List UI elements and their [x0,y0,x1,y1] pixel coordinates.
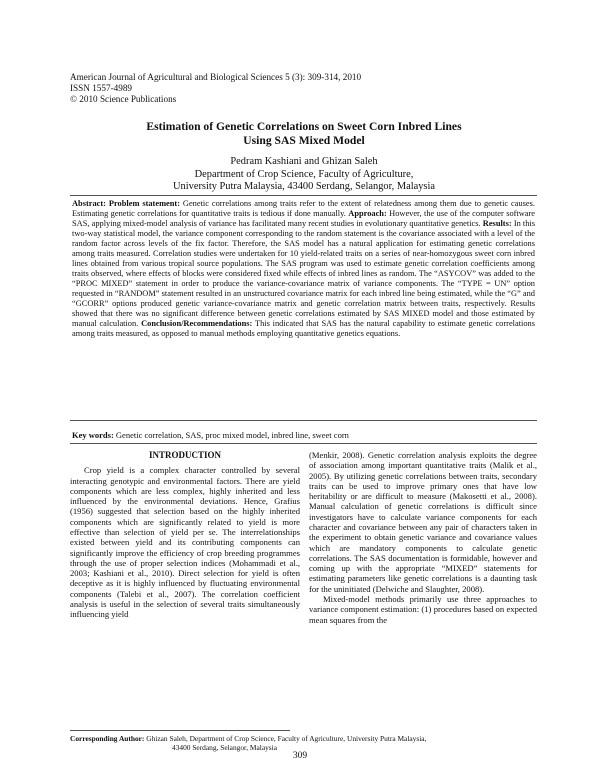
intro-paragraph-1: Crop yield is a complex character controlled by several interacting genotypic and environmental factors. There are yield components which are less complex, highly inherited and less influenced by the environmental deviations. Hence, Grafius (1956) suggested that selection based on the highly inherited components which are significantly related to yield is more effective than selection of yield per se. The interrelationships existed between yield and its contributing components can significantly improve the efficiency of crop breeding programmes through the use of proper selection indices (Mohammadi et al., 2003; Kashiani et al., 2010). Direct selection for yield is often deceptive as it is highly influenced by fluctuating environmental components (Talebi et al., 2007). The correlation coefficient analysis is useful in the selection of several traits simultaneously influencing yield [70,465,300,620]
author-university: University Putra Malaysia, 43400 Serdang, Selangor, Malaysia [173,181,435,192]
conclusion-label: Conclusion/Recommendations: [141,319,253,328]
left-column [70,450,300,620]
approach-label: Approach: [348,209,387,218]
journal-citation: American Journal of Agricultural and Biological Sciences 5 (3): 309-314, 2010 [70,72,362,82]
corresponding-author-label: Corresponding Author: [70,734,145,743]
problem-statement-label: Problem statement: [108,199,180,208]
paper-title-line2: Using SAS Mixed Model [243,134,365,147]
keywords [72,430,349,440]
corresponding-author-address: 43400 Serdang, Selangor, Malaysia [172,743,277,752]
right-column [309,450,537,625]
abstract [72,199,535,339]
footnote-divider [70,730,290,731]
page-number: 309 [292,751,308,761]
abstract-label: Abstract: [72,199,106,208]
corresponding-author-text: Ghizan Saleh, Department of Crop Science, Faculty of Agriculture, University Putra Malaysia, [146,734,427,743]
results-text: In this two-way statistical model, the variance component corresponding to the random statement is the covariance associated with a level of the random factor across levels of the fix factor. Therefore, the SAS model has a natural application for estimating genetic correlations among traits measured. Correlation studies were undertaken for 10 yield-related traits on a series of near-homozygous sweet corn inbred lines obtained from various tropical source populations. The SAS program was used to estimate genetic correlation coefficients among traits observed, where effects of blocks were considered fixed while effects of inbred lines as random. The “ASYCOV” was added to the “PROC MIXED” statement in order to produce the variance-covariance matrix of variance components. The “TYPE = UN” option requested in “RANDOM” statement resulted in an unstructured covariance matrix for each inbred line being estimated, while the “G” and “GCORR” options produced genetic variance-covariance matrix and genetic correlation matrix between traits, respectively. Results showed that there was no significant difference between genetic correlations estimated by SAS MIXED model and those estimated by manual calculation. [72,219,536,328]
introduction-heading: INTRODUCTION [148,450,221,460]
journal-copyright: © 2010 Science Publications [70,94,177,104]
problem-statement-text: Genetic correlations among traits refer to the extent of relatedness among them due to genetic causes. Estimating genetic correlations for quantitative traits is tedious if done manually. [72,199,536,218]
approach-text: However, the use of the computer software SAS, applying mixed-model analysis of variance has facilitated many recent studies in evolutionary quantitative genetics. [72,209,536,228]
author-names: Pedram Kashiani and Ghizan Saleh [230,156,378,167]
journal-header [70,72,361,105]
intro-paragraph-2: (Menkir, 2008). Genetic correlation analysis exploits the degree of association among important quantitative traits (Malik et al., 2005). By utilizing genetic correlations between traits, secondary traits can be used to improve primary ones that have low heritability or are difficult to measure (Makosetti et al., 2008). Manual calculation of genetic correlations is difficult since investigators have to calculate variance components for each character and covariance between any pair of characters taken in the experiment to obtain genetic variance and covariance values which are mandatory components to calculate genetic correlations. The SAS documentation is formidable, however and coming up with the appropriate “MIXED” statements for estimating parameters like genetic correlations is a daunting task for the uninitiated (Delwiche and Slaughter, 2008). [309,450,537,594]
journal-issn: ISSN 1557-4989 [70,83,133,93]
keywords-divider [70,443,537,444]
paper-title [70,120,538,148]
results-label: Results: [482,219,512,228]
intro-paragraph-3: Mixed-model methods primarily use three approaches to variance component estimation: (1) procedures based on expected mean squares from the [309,593,537,625]
keywords-text: Genetic correlation, SAS, proc mixed model, inbred line, sweet corn [115,430,349,440]
conclusion-text: This indicated that SAS has the natural capability to estimate genetic correlations among traits measured, as opposed to manual methods employing quantitative genetics equations. [72,319,536,338]
paper-title-line1: Estimation of Genetic Correlations on Sweet Corn Inbred Lines [146,120,462,133]
corresponding-author [70,734,540,752]
author-block [70,156,538,194]
keywords-label: Key words: [72,430,114,440]
author-department: Department of Crop Science, Faculty of Agriculture, [194,168,414,180]
